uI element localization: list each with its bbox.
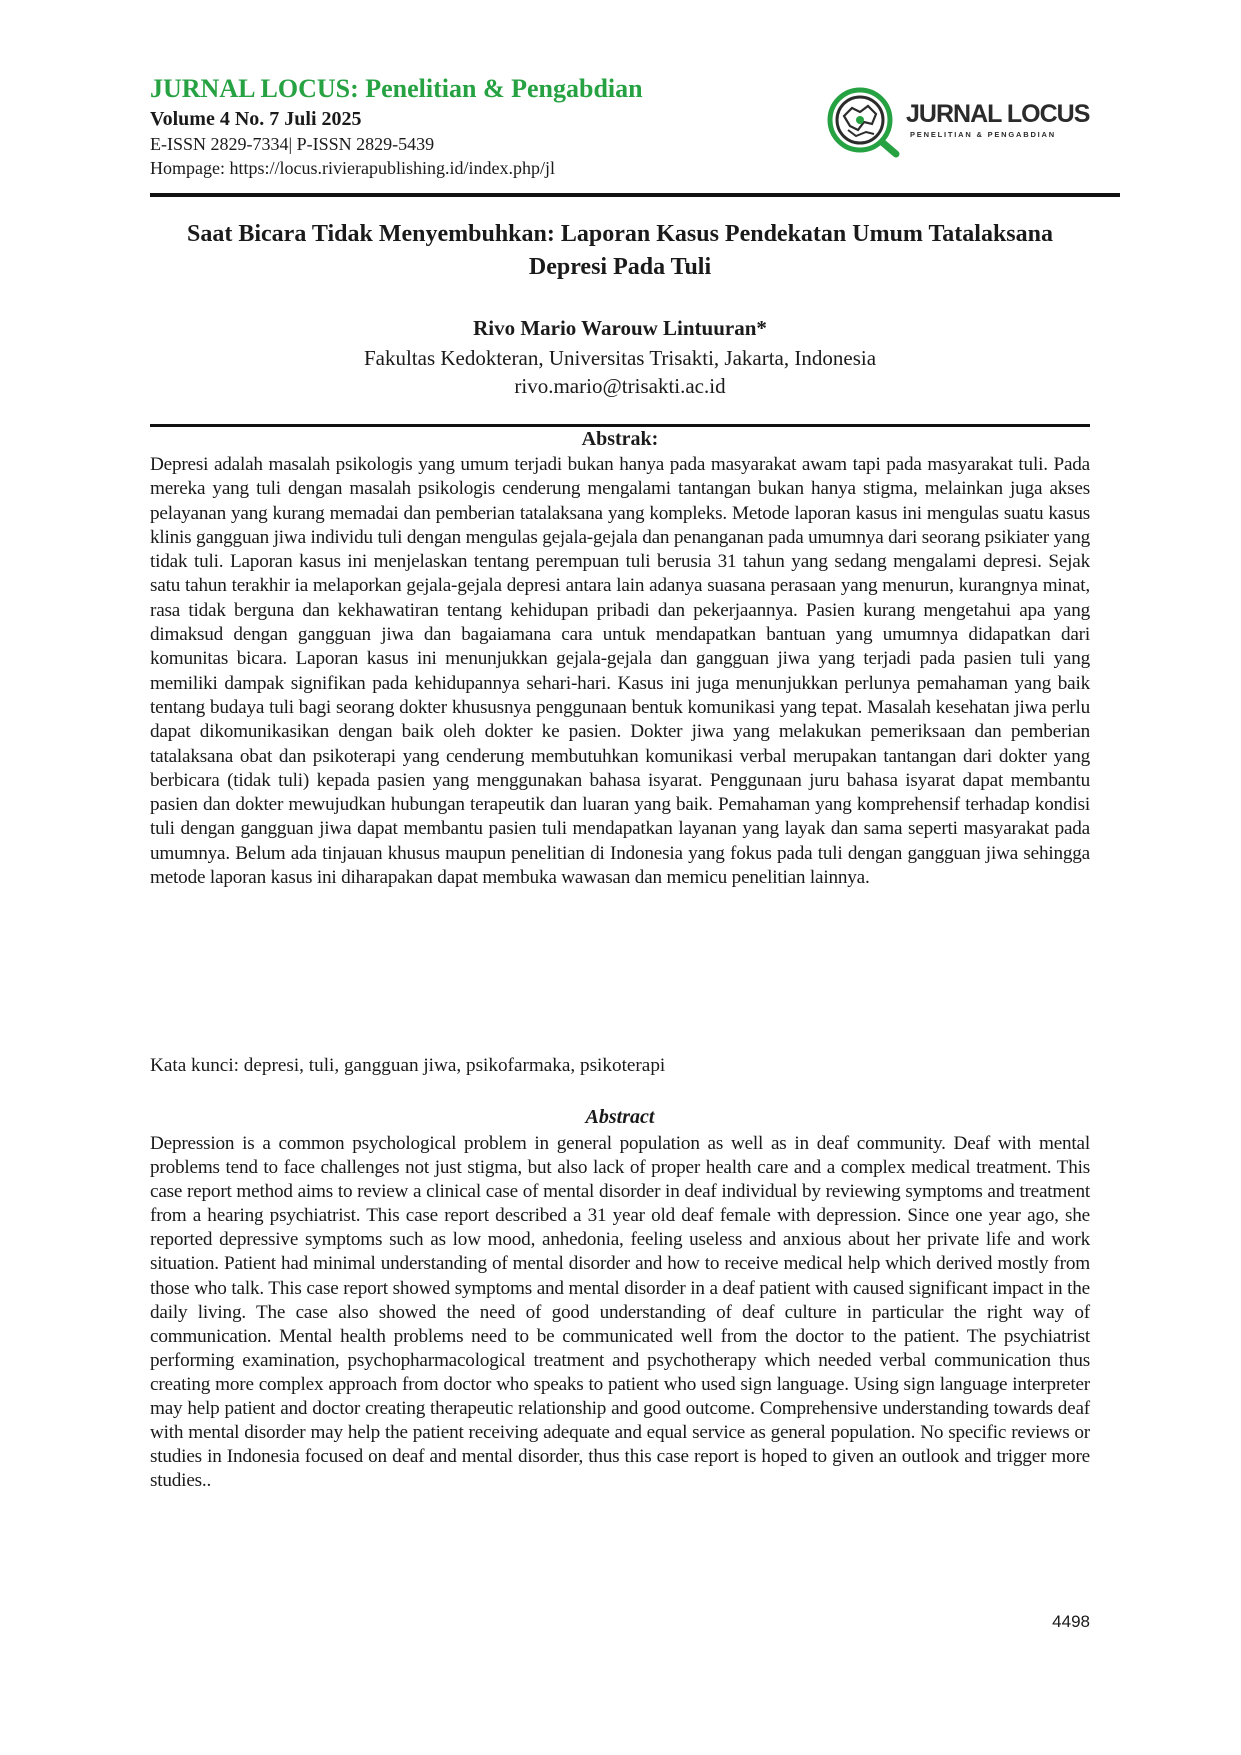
page-number: 4498 bbox=[1052, 1612, 1090, 1631]
homepage-link[interactable]: Hompage: https://locus.rivierapublishing.id/index.php/jl bbox=[150, 158, 555, 178]
magnifier-globe-icon bbox=[826, 86, 902, 158]
volume-info: Volume 4 No. 7 Juli 2025 bbox=[150, 108, 362, 130]
author-email[interactable]: rivo.mario@trisakti.ac.id bbox=[514, 374, 726, 398]
header-divider bbox=[150, 193, 1120, 197]
article-title: Saat Bicara Tidak Menyembuhkan: Laporan Kasus Pendekatan Umum Tatalaksana Depresi Pada Tuli bbox=[187, 221, 1053, 280]
abstract-divider bbox=[150, 424, 1090, 427]
journal-logo bbox=[826, 86, 1096, 158]
logo-main-text: JURNAL LOCUS bbox=[906, 100, 1090, 128]
abstrak-heading: Abstrak: bbox=[581, 428, 659, 450]
logo-sub-text: PENELITIAN & PENGABDIAN bbox=[910, 130, 1056, 139]
issn-info: E-ISSN 2829-7334| P-ISSN 2829-5439 bbox=[150, 134, 435, 154]
abstract-heading: Abstract bbox=[585, 1106, 655, 1128]
abstrak-body: Depresi adalah masalah psikologis yang umum terjadi bukan hanya pada masyarakat awam tapi pada masyarakat tuli. Pada mereka yang tuli dengan masalah psikologis cenderung mengalami tantangan bukan hanya stigma, melainkan juga akses pelayanan yang kurang memadai dan pemberian tatalaksana yang kompleks. Metode laporan kasus ini mengulas suatu kasus klinis gangguan jiwa individu tuli dengan mengulas gejala-gejala dan penanganan pada umumnya dari seorang psikiater yang tidak tuli. Laporan kasus ini menjelaskan tentang perempuan tuli berusia 31 tahun yang sedang mengalami depresi. Sejak satu tahun terakhir ia melaporkan gejala-gejala depresi antara lain adanya suasana perasaan yang menurun, kurangnya minat, rasa tidak berguna dan kekhawatiran tentang kehidupan pribadi dan pekerjaannya. Pasien kurang mengetahui apa yang dimaksud dengan gangguan jiwa dan bagaiamana cara untuk mendapatkan bantuan yang umumnya didapatkan dari komunitas bicara. Laporan kasus ini menunjukkan gejala-gejala dan gangguan jiwa yang terjadi pada pasien tuli yang memiliki dampak signifikan pada kehidupannya sehari-hari. Kasus ini juga menunjukkan perlunya pemahaman yang baik tentang budaya tuli bagi seorang dokter khususnya penggunaan bentuk komunikasi yang tepat. Masalah kesehatan jiwa perlu dapat dikomunikasikan dengan baik oleh dokter ke pasien. Dokter jiwa yang melakukan pemeriksaan dan pemberian tatalaksana obat dan psikoterapi yang cenderung membutuhkan komunikasi verbal merupakan tantangan dari dokter yang berbicara (tidak tuli) kepada pasien yang menggunakan bahasa isyarat. Penggunaan juru bahasa isyarat dapat membantu pasien dan dokter mewujudkan hubungan terapeutik dan luaran yang baik. Pemahaman yang komprehensif terhadap kondisi tuli dengan gangguan jiwa dapat membantu pasien tuli mendapatkan layanan yang layak dan sama seperti masyarakat pada umumnya. Belum ada tinjauan khusus maupun penelitian di Indonesia yang fokus pada tuli dengan gangguan jiwa sehingga metode laporan kasus ini diharapakan dapat membuka wawasan dan memicu penelitian lainnya. bbox=[150, 454, 1090, 889]
journal-title: JURNAL LOCUS: Penelitian & Pengabdian bbox=[150, 74, 643, 103]
abstract-body: Depression is a common psychological problem in general population as well as in deaf community. Deaf with mental problems tend to face challenges not just stigma, but also lack of proper health care and a complex medical treatment. This case report method aims to review a clinical case of mental disorder in deaf individual by reviewing symptoms and treatment from a hearing psychiatrist. This case report described a 31 year old deaf female with depression. Since one year ago, she reported depressive symptoms such as low mood, anhedonia, feeling useless and anxious about her private life and work situation. Patient had minimal understanding of mental disorder and how to receive medical help which derived mostly from those who talk. This case report showed symptoms and mental disorder in a deaf patient with caused significant impact in the daily living. The case also showed the need of good understanding of deaf culture in particular the right way of communication. Mental health problems need to be communicated well from the doctor to the patient. The psychiatrist performing examination, psychopharmacological treatment and psychotherapy which needed verbal communication thus creating more complex approach from doctor who speaks to patient who used sign language. Using sign language interpreter may help patient and doctor creating therapeutic relationship and good outcome. Comprehensive understanding towards deaf with mental disorder may help the patient receiving adequate and equal service as general population. No specific reviews or studies in Indonesia focused on deaf and mental disorder, thus this case report is hoped to given an outlook and trigger more studies.. bbox=[150, 1133, 1090, 1492]
author-name: Rivo Mario Warouw Lintuuran* bbox=[473, 316, 767, 340]
keywords: Kata kunci: depresi, tuli, gangguan jiwa, psikofarmaka, psikoterapi bbox=[150, 1055, 666, 1076]
author-affiliation: Fakultas Kedokteran, Universitas Trisakti, Jakarta, Indonesia bbox=[363, 346, 877, 370]
